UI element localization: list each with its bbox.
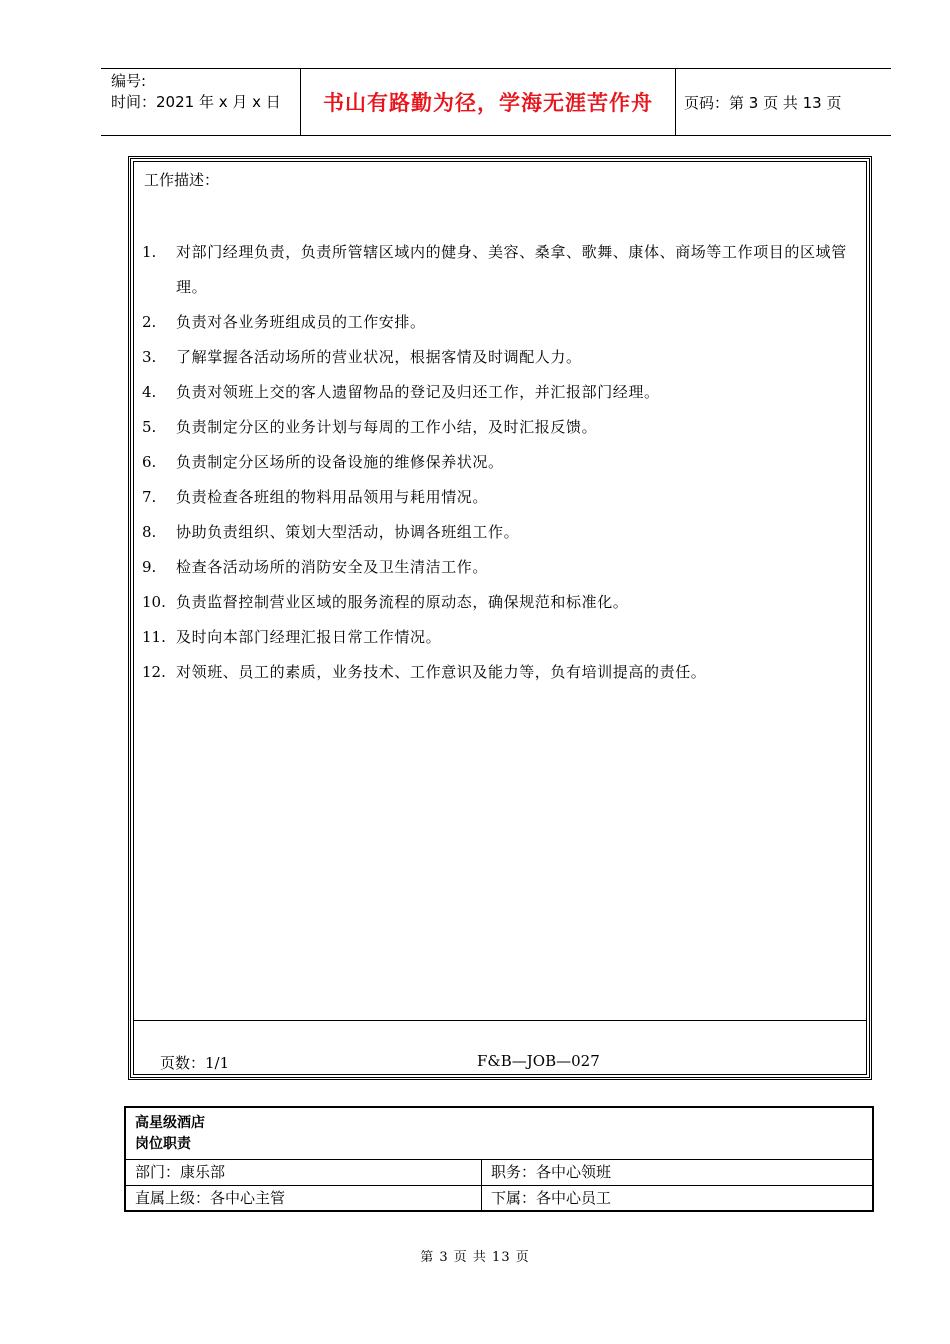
description-title: 工作描述： [144, 171, 220, 189]
duty-number: 7. [142, 488, 157, 506]
footer-divider [134, 1020, 866, 1021]
info-title [135, 1113, 205, 1155]
number-label: 编号: [111, 72, 147, 90]
duty-number: 6. [142, 453, 157, 471]
header-meta [101, 69, 301, 135]
info-row-reporting [126, 1185, 872, 1211]
position-cell: 职务：各中心领班 [491, 1163, 612, 1181]
hotel-title: 高星级酒店 [135, 1115, 205, 1131]
duty-text: 负责制定分区场所的设备设施的维修保养状况。 [176, 453, 504, 471]
duty-text: 了解掌握各活动场所的营业状况，根据客情及时调配人力。 [176, 348, 582, 366]
duty-item [142, 480, 864, 515]
duty-text: 对领班、员工的素质，业务技术、工作意识及能力等，负有培训提高的责任。 [176, 663, 707, 681]
job-info-table [124, 1106, 874, 1212]
superior-cell: 直属上级：各中心主管 [126, 1186, 482, 1211]
duty-text: 负责监督控制营业区域的服务流程的原动态，确保规范和标准化。 [176, 593, 629, 611]
duty-list [142, 235, 864, 690]
duty-text: 负责制定分区的业务计划与每周的工作小结，及时汇报反馈。 [176, 418, 598, 436]
duty-item [142, 445, 864, 480]
job-description-box [128, 156, 872, 1080]
job-description-inner [133, 161, 867, 1075]
page-count: 页数：1/1 [160, 1054, 230, 1072]
duty-number: 11. [142, 628, 166, 646]
header-page-code: 页码：第 3 页 共 13 页 [684, 93, 842, 112]
duty-number: 5. [142, 418, 157, 436]
duty-item [142, 235, 864, 305]
duty-number: 10. [142, 593, 166, 611]
duty-number: 1. [142, 243, 157, 261]
duty-item [142, 550, 864, 585]
duty-number: 3. [142, 348, 157, 366]
duty-item [142, 585, 864, 620]
duty-number: 12. [142, 663, 166, 681]
duty-number: 2. [142, 313, 157, 331]
duty-item [142, 620, 864, 655]
duty-item [142, 655, 864, 690]
duty-text: 及时向本部门经理汇报日常工作情况。 [176, 628, 442, 646]
info-row-department [126, 1159, 872, 1185]
duty-number: 4. [142, 383, 157, 401]
duty-item [142, 375, 864, 410]
duty-text: 检查各活动场所的消防安全及卫生清洁工作。 [176, 558, 489, 576]
duty-number: 8. [142, 523, 157, 541]
time-label: 时间：2021 年 x 月 x 日 [111, 93, 281, 111]
page-header [101, 68, 891, 136]
document-code: F&B—JOB—027 [477, 1052, 600, 1070]
duty-text: 协助负责组织、策划大型活动，协调各班组工作。 [176, 523, 520, 541]
duty-text: 负责对各业务班组成员的工作安排。 [176, 313, 426, 331]
duty-text: 对部门经理负责，负责所管辖区域内的健身、美容、桑拿、歌舞、康体、商场等工作项目的区域管理。 [176, 243, 847, 296]
duty-item [142, 305, 864, 340]
job-title: 岗位职责 [135, 1136, 191, 1152]
duty-number: 9. [142, 558, 157, 576]
page-footer: 第 3 页 共 13 页 [420, 1250, 530, 1265]
header-motto: 书山有路勤为径，学海无涯苦作舟 [301, 69, 676, 135]
duty-item [142, 340, 864, 375]
subordinate-cell: 下属：各中心员工 [491, 1189, 612, 1207]
department-cell: 部门：康乐部 [126, 1160, 482, 1185]
duty-text: 负责检查各班组的物料用品领用与耗用情况。 [176, 488, 489, 506]
duty-text: 负责对领班上交的客人遗留物品的登记及归还工作，并汇报部门经理。 [176, 383, 660, 401]
duty-item [142, 515, 864, 550]
duty-item [142, 410, 864, 445]
